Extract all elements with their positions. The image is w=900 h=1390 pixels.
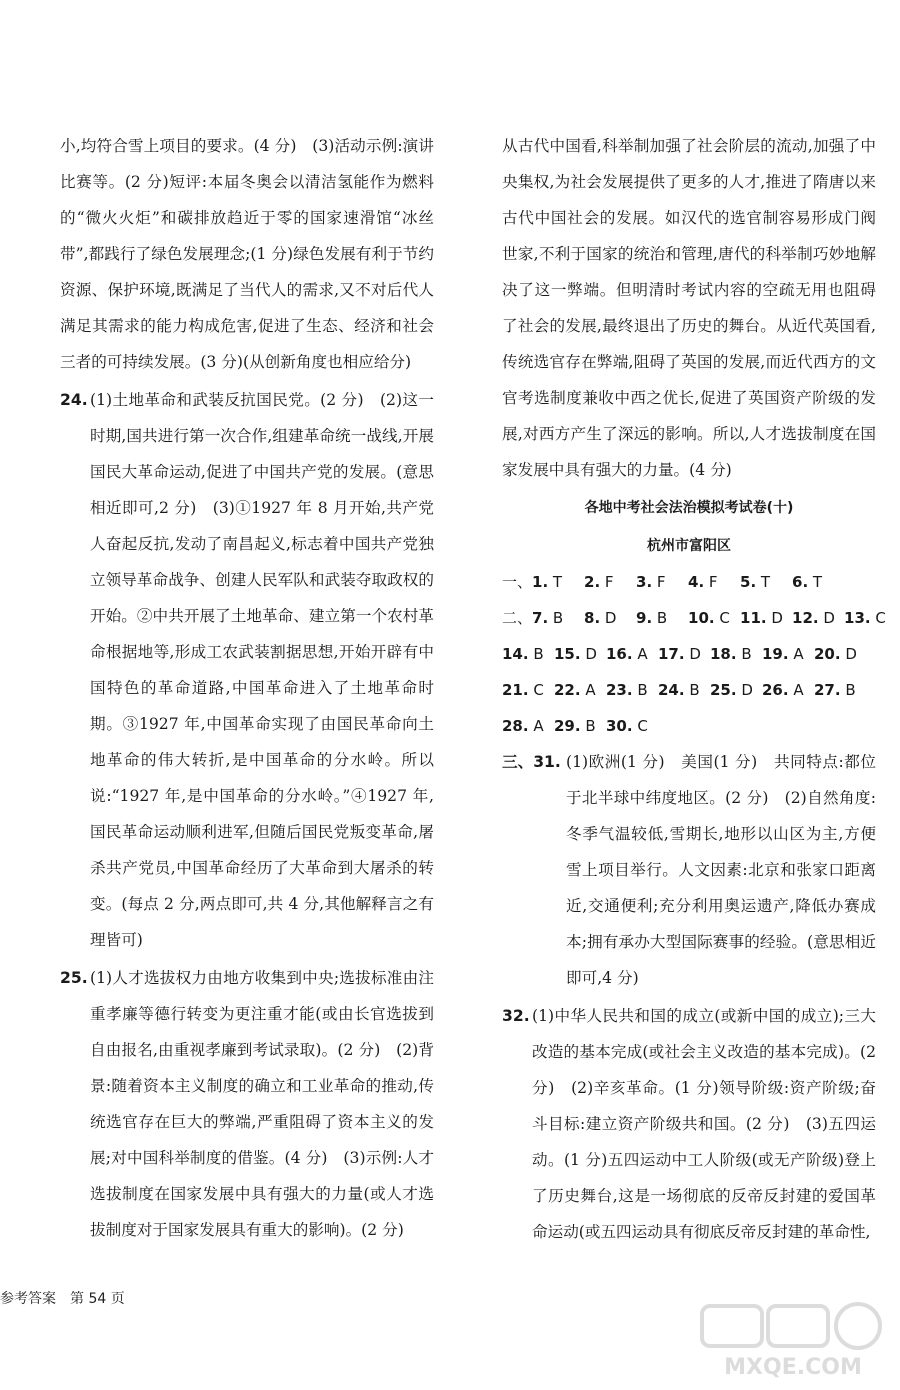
answer-item: 15. D <box>554 645 597 663</box>
answer-item: 17. D <box>658 645 701 663</box>
answer-item: 1. T <box>532 573 563 591</box>
continued-answer-text: 从古代中国看,科举制加强了社会阶层的流动,加强了中央集权,为社会发展提供了更多的人才,推进了隋唐以来古代中国社会的发展。如汉代的选官制容易形成门阀世家,不利于国家的统治和管理,唐代的科举制巧妙地解决了这一弊端。但明清时考试内容的空疏无用也阻碍了社会的发展,最终退出了历史的舞台。从近代英国看,传统选官存在弊端,阻碍了英国的发展,而近代西方的文官考选制度兼收中西之优长,促进了英国资产阶级的发展,对西方产生了深远的影响。所以,人才选拔制度在国家发展中具有强大的力量。(4 分) <box>502 137 876 479</box>
answer-item: 28. A <box>502 717 544 735</box>
question-24-answer: (1)土地革命和武装反抗国民党。(2 分) (2)这一时期,国共进行第一次合作,组建革命统一战线,开展国民大革命运动,促进了中国共产党的发展。(意思相近即可,2 分) (3)①1927 年 8 月开始,共产党人奋起反抗,发动了南昌起义,标志着中国共产党独立领导革命战争、创建人民军队和武装夺取政权的开始。②中共开展了土地革命、建立第一个农村革命根据地等,形成工农武装割据思想,开始开辟有中国特色的革命道路,中国革命进入了土地革命时期。③1927 年,中国革命实现了由国民革命向土地革命的伟大转折,是中国革命的分水岭。所以说:“1927 年,是中国革命的分水岭。”④1927 年,国民革命运动顺利进军,但随后国民党叛变革命,屠杀共产党员,中国革命经历了大革命到大屠杀的转变。(每点 2 分,两点即可,共 4 分,其他解释言之有理皆可) <box>90 391 434 949</box>
question-31 <box>502 744 876 996</box>
question-number: 24. <box>60 391 88 409</box>
answer-item: 27. B <box>814 681 856 699</box>
answer-item: 20. D <box>814 645 857 663</box>
answer-row <box>502 708 876 744</box>
answer-item: 7. B <box>532 609 564 627</box>
answer-item: 16. A <box>606 645 648 663</box>
answer-item: 25. D <box>710 681 753 699</box>
answer-item: 14. B <box>502 645 544 663</box>
right-column <box>502 128 886 1250</box>
multiple-choice-answers <box>502 564 886 744</box>
answer-item: 10. C <box>688 609 730 627</box>
section-marker: 二、 <box>502 609 533 627</box>
question-32-answer: (1)中华人民共和国的成立(或新中国的成立);三大改造的基本完成(或社会主义改造的基本完成)。(2 分) (2)辛亥革命。(1 分)领导阶级:资产阶级;奋斗目标:建立资产阶级共和国。(2 分) (3)五四运动。(1 分)五四运动中工人阶级(或无产阶级)登上了历史舞台,这是一场彻底的反帝反封建的爱国革命运动(或五四运动具有彻底反帝反封建的革命性, <box>532 1007 876 1241</box>
watermark-logo <box>698 1302 888 1382</box>
answer-item: 3. F <box>636 573 666 591</box>
answer-item: 21. C <box>502 681 544 699</box>
answer-item: 5. T <box>740 573 771 591</box>
answer-item: 26. A <box>762 681 804 699</box>
question-number: 32. <box>502 1007 530 1025</box>
answer-item: 9. B <box>636 609 668 627</box>
answer-row <box>502 564 876 600</box>
question-31-answer: (1)欧洲(1 分) 美国(1 分) 共同特点:都位于北半球中纬度地区。(2 分) (2)自然角度:冬季气温较低,雪期长,地形以山区为主,方便雪上项目举行。人文因素:北京和张家口距离近,交通便利;充分利用奥运遗产,降低办赛成本;拥有承办大型国际赛事的经验。(意思相近即可,4 分) <box>566 753 876 987</box>
section-subtitle: 杭州市富阳区 <box>647 538 731 554</box>
left-column <box>60 128 434 1248</box>
section-title: 各地中考社会法治模拟考试卷(十) <box>584 500 794 516</box>
answer-item: 24. B <box>658 681 700 699</box>
answer-item: 19. A <box>762 645 804 663</box>
question-number: 三、31. <box>502 753 561 771</box>
answer-row <box>502 600 886 636</box>
answer-item: 4. F <box>688 573 718 591</box>
question-24 <box>60 382 434 958</box>
answer-item: 8. D <box>584 609 617 627</box>
watermark-text: MXQE.COM <box>724 1355 862 1380</box>
answer-item: 6. T <box>792 573 823 591</box>
section-marker: 一、 <box>502 573 533 591</box>
answer-item: 2. F <box>584 573 614 591</box>
answer-item: 12. D <box>792 609 835 627</box>
page-footer: 参考答案 第 54 页 <box>0 1291 125 1307</box>
answer-item: 30. C <box>606 717 648 735</box>
answer-item: 23. B <box>606 681 648 699</box>
answer-item: 22. A <box>554 681 596 699</box>
question-25 <box>60 960 434 1248</box>
question-32 <box>502 998 876 1250</box>
answer-row <box>502 672 876 708</box>
answer-row <box>502 636 876 672</box>
answer-item: 29. B <box>554 717 596 735</box>
question-25-answer: (1)人才选拔权力由地方收集到中央;选拔标准由注重孝廉等德行转变为更注重才能(或由长官选拔到自由报名,由重视孝廉到考试录取)。(2 分) (2)背景:随着资本主义制度的确立和工业革命的推动,传统选官存在巨大的弊端,严重阻碍了资本主义的发展;对中国科举制度的借鉴。(4 分) (3)示例:人才选拔制度在国家发展中具有强大的力量(或人才选拔制度对于国家发展具有重大的影响)。(2 分) <box>90 969 434 1239</box>
continued-answer-text: 小,均符合雪上项目的要求。(4 分) (3)活动示例:演讲比赛等。(2 分)短评:本届冬奥会以清洁氢能作为燃料的“微火火炬”和碳排放趋近于零的国家速滑馆“冰丝带”,都践行了绿色发展理念;(1 分)绿色发展有利于节约资源、保护环境,既满足了当代人的需求,又不对后代人满足其需求的能力构成危害,促进了生态、经济和社会三者的可持续发展。(3 分)(从创新角度也相应给分) <box>60 137 434 371</box>
answer-item: 11. D <box>740 609 783 627</box>
answer-item: 13. C <box>844 609 886 627</box>
answer-item: 18. B <box>710 645 752 663</box>
question-number: 25. <box>60 969 88 987</box>
